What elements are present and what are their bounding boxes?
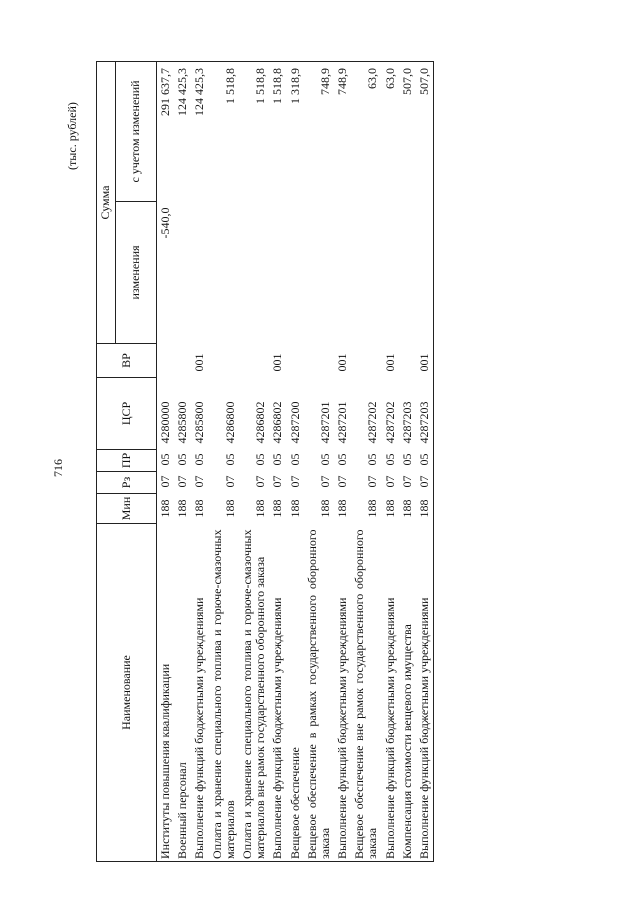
header-change: изменения [116,202,157,344]
row-name: Вещевое обеспечение вне рамок государственного оборонного заказа [351,524,381,862]
row-total: 124 425,3 [174,61,191,201]
row-change [304,202,334,344]
row-min: 188 [253,499,268,518]
unit-label: (тыс. рублей) [65,102,79,170]
row-min: 188 [416,494,434,524]
row-min: 188 [335,499,350,518]
row-change [287,202,304,344]
table-row [287,61,304,861]
row-min: 188 [317,499,332,518]
row-rz: 07 [399,475,414,488]
table-row [209,61,239,861]
table-row [416,61,434,861]
row-name: Оплата и хранение специального топлива и горюче-смазочных материалов [209,524,239,862]
row-pr: 05 [175,453,190,466]
header-min: Мин [97,494,157,524]
row-csr: 4287201 [317,401,332,444]
row-vr [157,344,175,378]
row-min: 188 [399,499,414,518]
row-name: Выполнение функций бюджетными учреждениями [334,524,351,862]
row-change [351,202,381,344]
row-pr: 05 [365,453,380,466]
row-vr [174,344,191,378]
row-name: Компенсация стоимости вещевого имущества [399,524,416,862]
row-vr: 001 [192,353,207,372]
row-rz: 07 [287,475,302,488]
budget-table [96,61,434,862]
row-total: 1 318,9 [287,61,304,201]
row-change: -540,0 [158,207,172,239]
row-min: 188 [382,499,397,518]
row-pr: 05 [158,453,172,466]
row-min: 188 [365,499,380,518]
table-row [334,61,351,861]
row-total: 63,0 [351,61,381,201]
row-total: 124 425,3 [191,61,208,201]
row-pr: 05 [382,453,397,466]
row-pr: 05 [335,453,350,466]
row-pr: 05 [222,453,237,466]
row-total: 1 518,8 [239,61,269,201]
table-row [191,61,208,861]
row-rz: 07 [253,475,268,488]
row-rz: 07 [175,475,190,488]
row-csr: 4286800 [222,401,237,444]
row-change [269,202,286,344]
row-name: Военный персонал [174,524,191,862]
header-with-change: с учетом изменений [116,61,157,201]
row-pr: 05 [270,453,285,466]
row-total: 748,9 [304,61,334,201]
row-vr [209,344,239,378]
row-vr [239,344,269,378]
table-row [174,61,191,861]
row-name: Оплата и хранение специального топлива и горюче-смазочных материалов вне рамок государственного оборонного заказа [239,524,269,862]
row-rz: 07 [158,475,172,488]
row-pr: 05 [399,453,414,466]
table-row [269,61,286,861]
row-change [209,202,239,344]
row-total: 63,0 [382,61,399,201]
row-rz: 07 [365,475,380,488]
row-min: 188 [222,499,237,518]
header-sum: Сумма [97,61,116,343]
row-pr: 05 [317,453,332,466]
row-total: 507,0 [416,61,434,201]
row-rz: 07 [317,475,332,488]
row-min: 188 [192,499,207,518]
row-pr: 05 [287,453,302,466]
budget-table-container [96,62,578,862]
header-name: Наименование [97,524,157,862]
table-body [157,61,434,861]
row-vr [399,344,416,378]
row-min: 188 [175,499,190,518]
row-name: Выполнение функций бюджетными учреждениями [191,524,208,862]
row-vr: 001 [416,344,434,378]
row-change [174,202,191,344]
row-rz: 07 [335,475,350,488]
header-pr: ПР [97,450,157,472]
row-pr: 05 [192,453,207,466]
row-rz: 07 [192,475,207,488]
table-row [239,61,269,861]
row-vr [287,344,304,378]
row-name: Выполнение функций бюджетными учреждениями [269,524,286,862]
row-csr: 4287200 [287,401,302,444]
row-change [399,202,416,344]
row-csr: 4285800 [175,401,190,444]
row-total: 291 637,7 [157,61,175,201]
table-row [304,61,334,861]
row-name: Вещевое обеспечение в рамках государственного оборонного заказа [304,524,334,862]
row-rz: 07 [222,475,237,488]
row-csr: 4287201 [335,401,350,444]
row-pr: 05 [416,450,434,472]
row-vr [351,344,381,378]
table-row [399,61,416,861]
row-change [191,202,208,344]
row-vr: 001 [335,353,350,372]
row-csr: 4287202 [365,401,380,444]
row-rz: 07 [416,472,434,494]
row-min: 188 [287,499,302,518]
header-vr: ВР [97,344,157,378]
row-csr: 4286802 [270,401,285,444]
row-rz: 07 [270,475,285,488]
table-row [157,61,175,861]
page-number: 716 [51,459,65,477]
row-vr: 001 [382,353,397,372]
row-name: Выполнение функций бюджетными учреждениями [416,524,434,862]
row-change [416,202,434,344]
row-change [382,202,399,344]
header-csr: ЦСР [97,378,157,450]
row-csr: 4285800 [192,401,207,444]
row-min: 188 [158,499,172,518]
row-change [334,202,351,344]
row-csr: 4287203 [399,401,414,444]
row-total: 1 518,8 [269,61,286,201]
row-csr: 4286802 [253,401,268,444]
row-vr: 001 [270,353,285,372]
row-name: Институты повышения квалификации [157,524,175,862]
row-csr: 4287203 [416,378,434,450]
header-rz: Рз [97,472,157,494]
row-rz: 07 [382,475,397,488]
row-change [239,202,269,344]
row-pr: 05 [253,453,268,466]
row-total: 748,9 [334,61,351,201]
row-csr: 4280000 [158,401,172,444]
row-total: 1 518,8 [209,61,239,201]
row-vr [304,344,334,378]
row-csr: 4287202 [382,401,397,444]
table-row [382,61,399,861]
table-row [351,61,381,861]
row-name: Выполнение функций бюджетными учреждениями [382,524,399,862]
row-total: 507,0 [399,61,416,201]
row-name: Вещевое обеспечение [287,524,304,862]
row-min: 188 [270,499,285,518]
